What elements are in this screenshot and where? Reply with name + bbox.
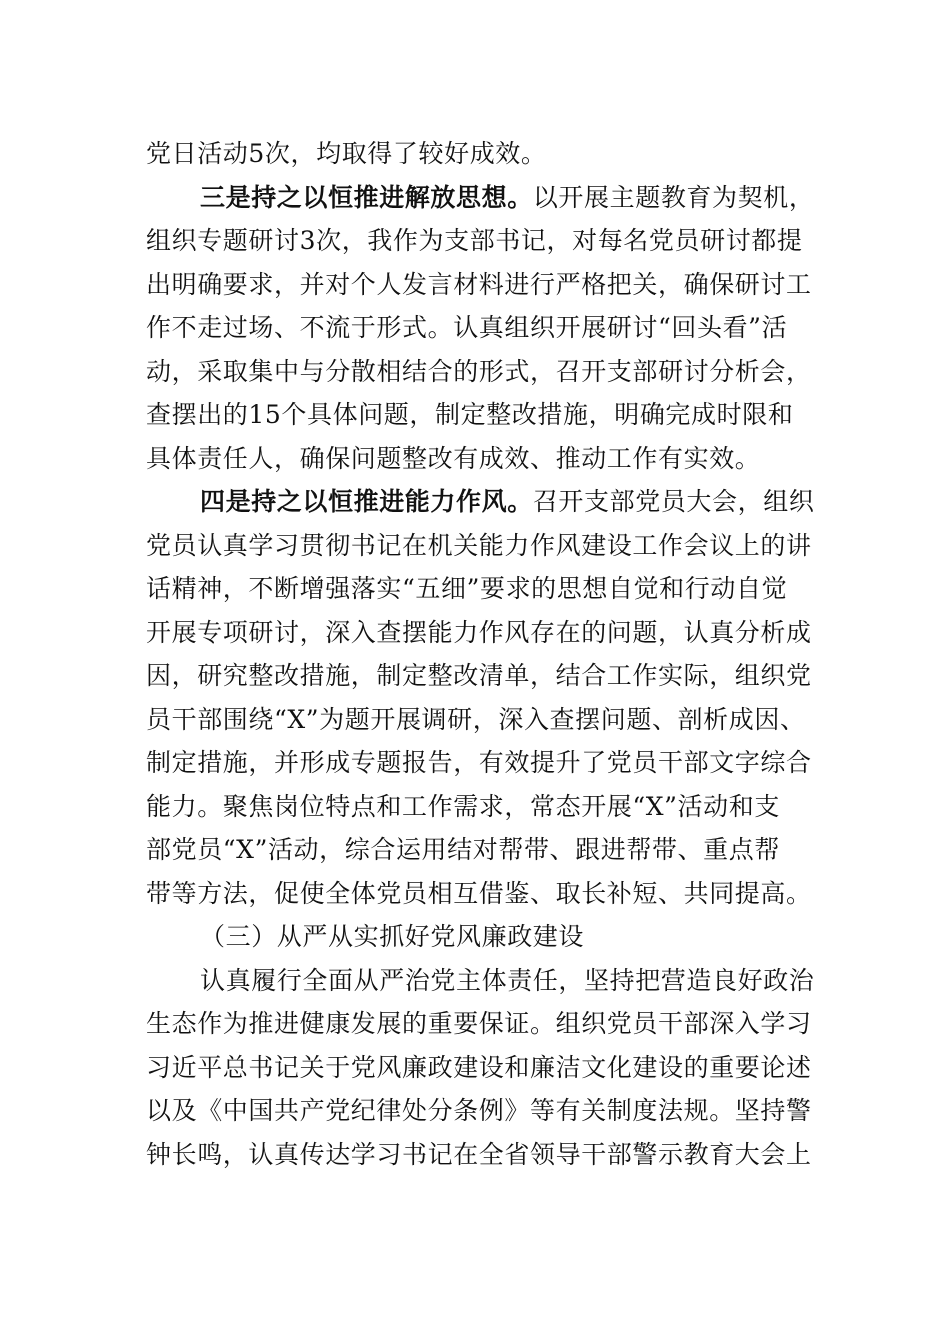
paragraph-start	[146, 176, 816, 220]
text-line: 话精神，不断增强落实“五细”要求的思想自觉和行动自觉	[146, 574, 788, 603]
document-body	[146, 132, 816, 1176]
text-line: 带等方法，促使全体党员相互借鉴、取长补短、共同提高。	[146, 878, 812, 908]
text-line: 能力。聚焦岗位特点和工作需求，常态开展“X”活动和支	[146, 791, 780, 821]
text-line: 组织专题研讨3次，我作为支部书记，对每名党员研讨都提	[146, 226, 803, 255]
text-line: 出明确要求，并对个人发言材料进行严格把关，确保研讨工	[146, 269, 812, 299]
bold-lead: 四是持之以恒推进能力作风。	[200, 487, 533, 516]
text-line: 钟长鸣，认真传达学习书记在全省领导干部警示教育大会上	[146, 1139, 812, 1169]
text-line: 具体责任人，确保问题整改有成效、推动工作有实效。	[146, 443, 761, 473]
text-line: 制定措施，并形成专题报告，有效提升了党员干部文字综合	[146, 748, 812, 777]
text-run: 以开展主题教育为契机，	[532, 182, 815, 212]
text-line: 党员认真学习贯彻书记在机关能力作风建设工作会议上的讲	[146, 530, 812, 560]
text-line: 查摆出的15个具体问题，制定整改措施，明确完成时限和	[146, 400, 794, 429]
text-line: 开展专项研讨，深入查摆能力作风存在的问题，认真分析成	[146, 617, 812, 647]
section-heading: （三）从严从实抓好党风廉政建设	[200, 922, 585, 951]
text-line: 生态作为推进健康发展的重要保证。组织党员干部深入学习	[146, 1009, 812, 1038]
text-line: 作不走过场、不流于形式。认真组织开展研讨“回头看”活	[146, 313, 788, 342]
text-line: 部党员“X”活动，综合运用结对帮带、跟进帮带、重点帮	[146, 835, 780, 864]
paragraph-start: 认真履行全面从严治党主体责任，坚持把营造良好政治	[200, 965, 815, 995]
text-line: 以及《中国共产党纪律处分条例》等有关制度法规。坚持警	[146, 1096, 812, 1125]
text-line: 党日活动5次，均取得了较好成效。	[146, 139, 547, 168]
text-run: 召开支部党员大会，组织	[532, 487, 815, 516]
text-line: 动，采取集中与分散相结合的形式，召开支部研讨分析会，	[146, 356, 812, 386]
text-line: 员干部围绕“X”为题开展调研，深入查摆问题、剖析成因、	[146, 704, 806, 734]
text-line: 习近平总书记关于党风廉政建设和廉洁文化建设的重要论述	[146, 1052, 812, 1082]
paragraph-start	[146, 480, 816, 524]
text-line: 因，研究整改措施，制定整改清单，结合工作实际，组织党	[146, 661, 812, 690]
bold-lead: 三是持之以恒推进解放思想。	[200, 182, 533, 212]
